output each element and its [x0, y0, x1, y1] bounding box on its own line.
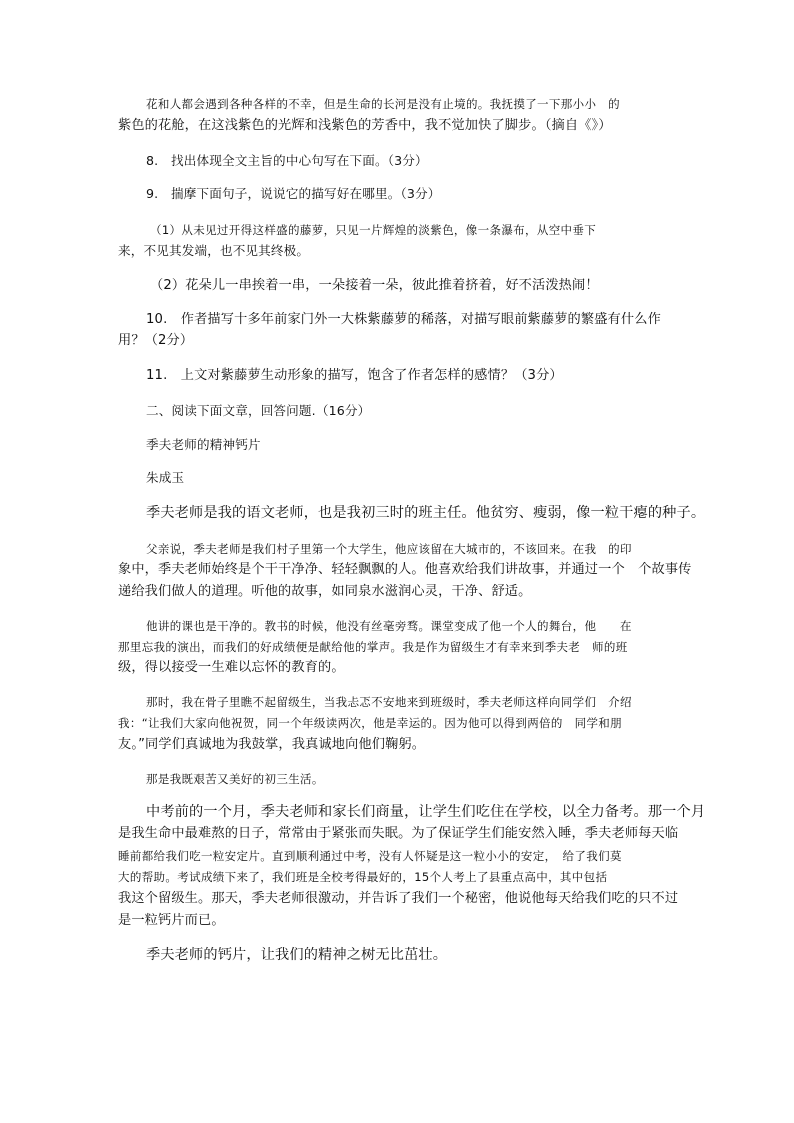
- article-paragraph-3-line: 级，得以接受一生难以忘怀的教育的。: [118, 660, 345, 675]
- article-paragraph-6-line: 是我生命中最难熬的日子，常常由于紧张而失眠。为了保证学生们能安然入睡，季夫老师每天临: [118, 826, 679, 841]
- article-paragraph-4-line: 友。”同学们真诚地为我鼓掌，我真诚地向他们鞠躬。: [118, 737, 426, 752]
- paragraph-line: 花和人都会遇到各种各样的不幸，但是生命的长河是没有止境的。我抚摸了一下那小小 的: [146, 97, 620, 111]
- article-paragraph-1: 季夫老师是我的语文老师，也是我初三时的班主任。他贫穷、瘦弱，像一粒干瘪的种子。: [146, 505, 706, 521]
- article-paragraph-6-line: 大的帮助。考试成绩下来了，我们班是全校考得最好的，15个人考上了县重点高中，其中包括: [118, 870, 608, 884]
- question-9-item-1-line: 来，不见其发端，也不见其终极。: [118, 243, 310, 258]
- article-author: 朱成玉: [146, 470, 185, 485]
- question-11: 11. 上文对紫藤萝生动形象的描写，饱含了作者怎样的感情？（3分）: [146, 368, 563, 383]
- article-paragraph-5: 那是我既艰苦又美好的初三生活。: [146, 772, 324, 786]
- section-heading: 二、阅读下面文章，回答问题.（16分）: [146, 403, 371, 418]
- article-title: 季夫老师的精神钙片: [146, 437, 261, 452]
- article-paragraph-2-line: 象中，季夫老师始终是个干干净净、轻轻飘飘的人。他喜欢给我们讲故事，并通过一个 个故事传: [118, 562, 692, 577]
- article-paragraph-4-line: 我：“让我们大家向他祝贺，同一个年级读两次，他是幸运的。因为他可以得到两倍的 同学和朋: [118, 716, 623, 730]
- question-8: 8. 找出体现全文主旨的中心句写在下面。（3分）: [146, 153, 428, 168]
- question-9-item-2: （2）花朵儿一串挨着一串，一朵接着一朵，彼此推着挤着，好不活泼热闹！: [150, 278, 599, 293]
- article-paragraph-4-line: 那时，我在骨子里瞧不起留级生，当我忐忑不安地来到班级时，季夫老师这样向同学们 介绍: [146, 695, 632, 709]
- article-paragraph-2-line: 递给我们做人的道理。听他的故事，如同泉水滋润心灵，干净、舒适。: [118, 584, 532, 599]
- question-10-line: 用？（2分）: [118, 333, 194, 348]
- question-9: 9. 揣摩下面句子，说说它的描写好在哪里。（3分）: [146, 186, 441, 201]
- paragraph-line: 紫色的花舱，在这浅紫色的光辉和浅紫色的芳香中，我不觉加快了脚步。（摘自《》）: [118, 118, 612, 133]
- article-paragraph-3-line: 他讲的课也是干净的。教书的时候，他没有丝毫旁骛。课堂变成了他一个人的舞台，他 在: [146, 619, 632, 633]
- article-paragraph-6-line: 是一粒钙片而已。: [118, 913, 225, 928]
- article-paragraph-6-line: 中考前的一个月，季夫老师和家长们商量，让学生们吃住在学校，以全力备考。那一个月: [146, 804, 706, 820]
- article-paragraph-3-line: 那里忘我的演出，而我们的好成绩便是献给他的掌声。我是作为留级生才有幸来到季夫老 师的班: [118, 640, 628, 654]
- article-paragraph-6-line: 睡前都给我们吃一粒安定片。直到顺利通过中考，没有人怀疑是这一粒小小的安定， 给了我们莫: [118, 849, 622, 863]
- article-paragraph-7: 季夫老师的钙片，让我们的精神之树无比茁壮。: [146, 947, 448, 963]
- question-10-line: 10. 作者描写十多年前家门外一大株紫藤萝的稀落，对描写眼前紫藤萝的繁盛有什么作: [146, 312, 661, 327]
- article-paragraph-2-line: 父亲说，季夫老师是我们村子里第一个大学生，他应该留在大城市的，不该回来。在我 的印: [146, 542, 632, 556]
- question-9-item-1-line: （1）从未见过开得这样盛的藤萝，只见一片辉煌的淡紫色，像一条瀑布，从空中垂下: [150, 223, 597, 237]
- article-paragraph-6-line: 我这个留级生。那天，季夫老师很激动，并告诉了我们一个秘密，他说他每天给我们吃的只不过: [118, 891, 679, 906]
